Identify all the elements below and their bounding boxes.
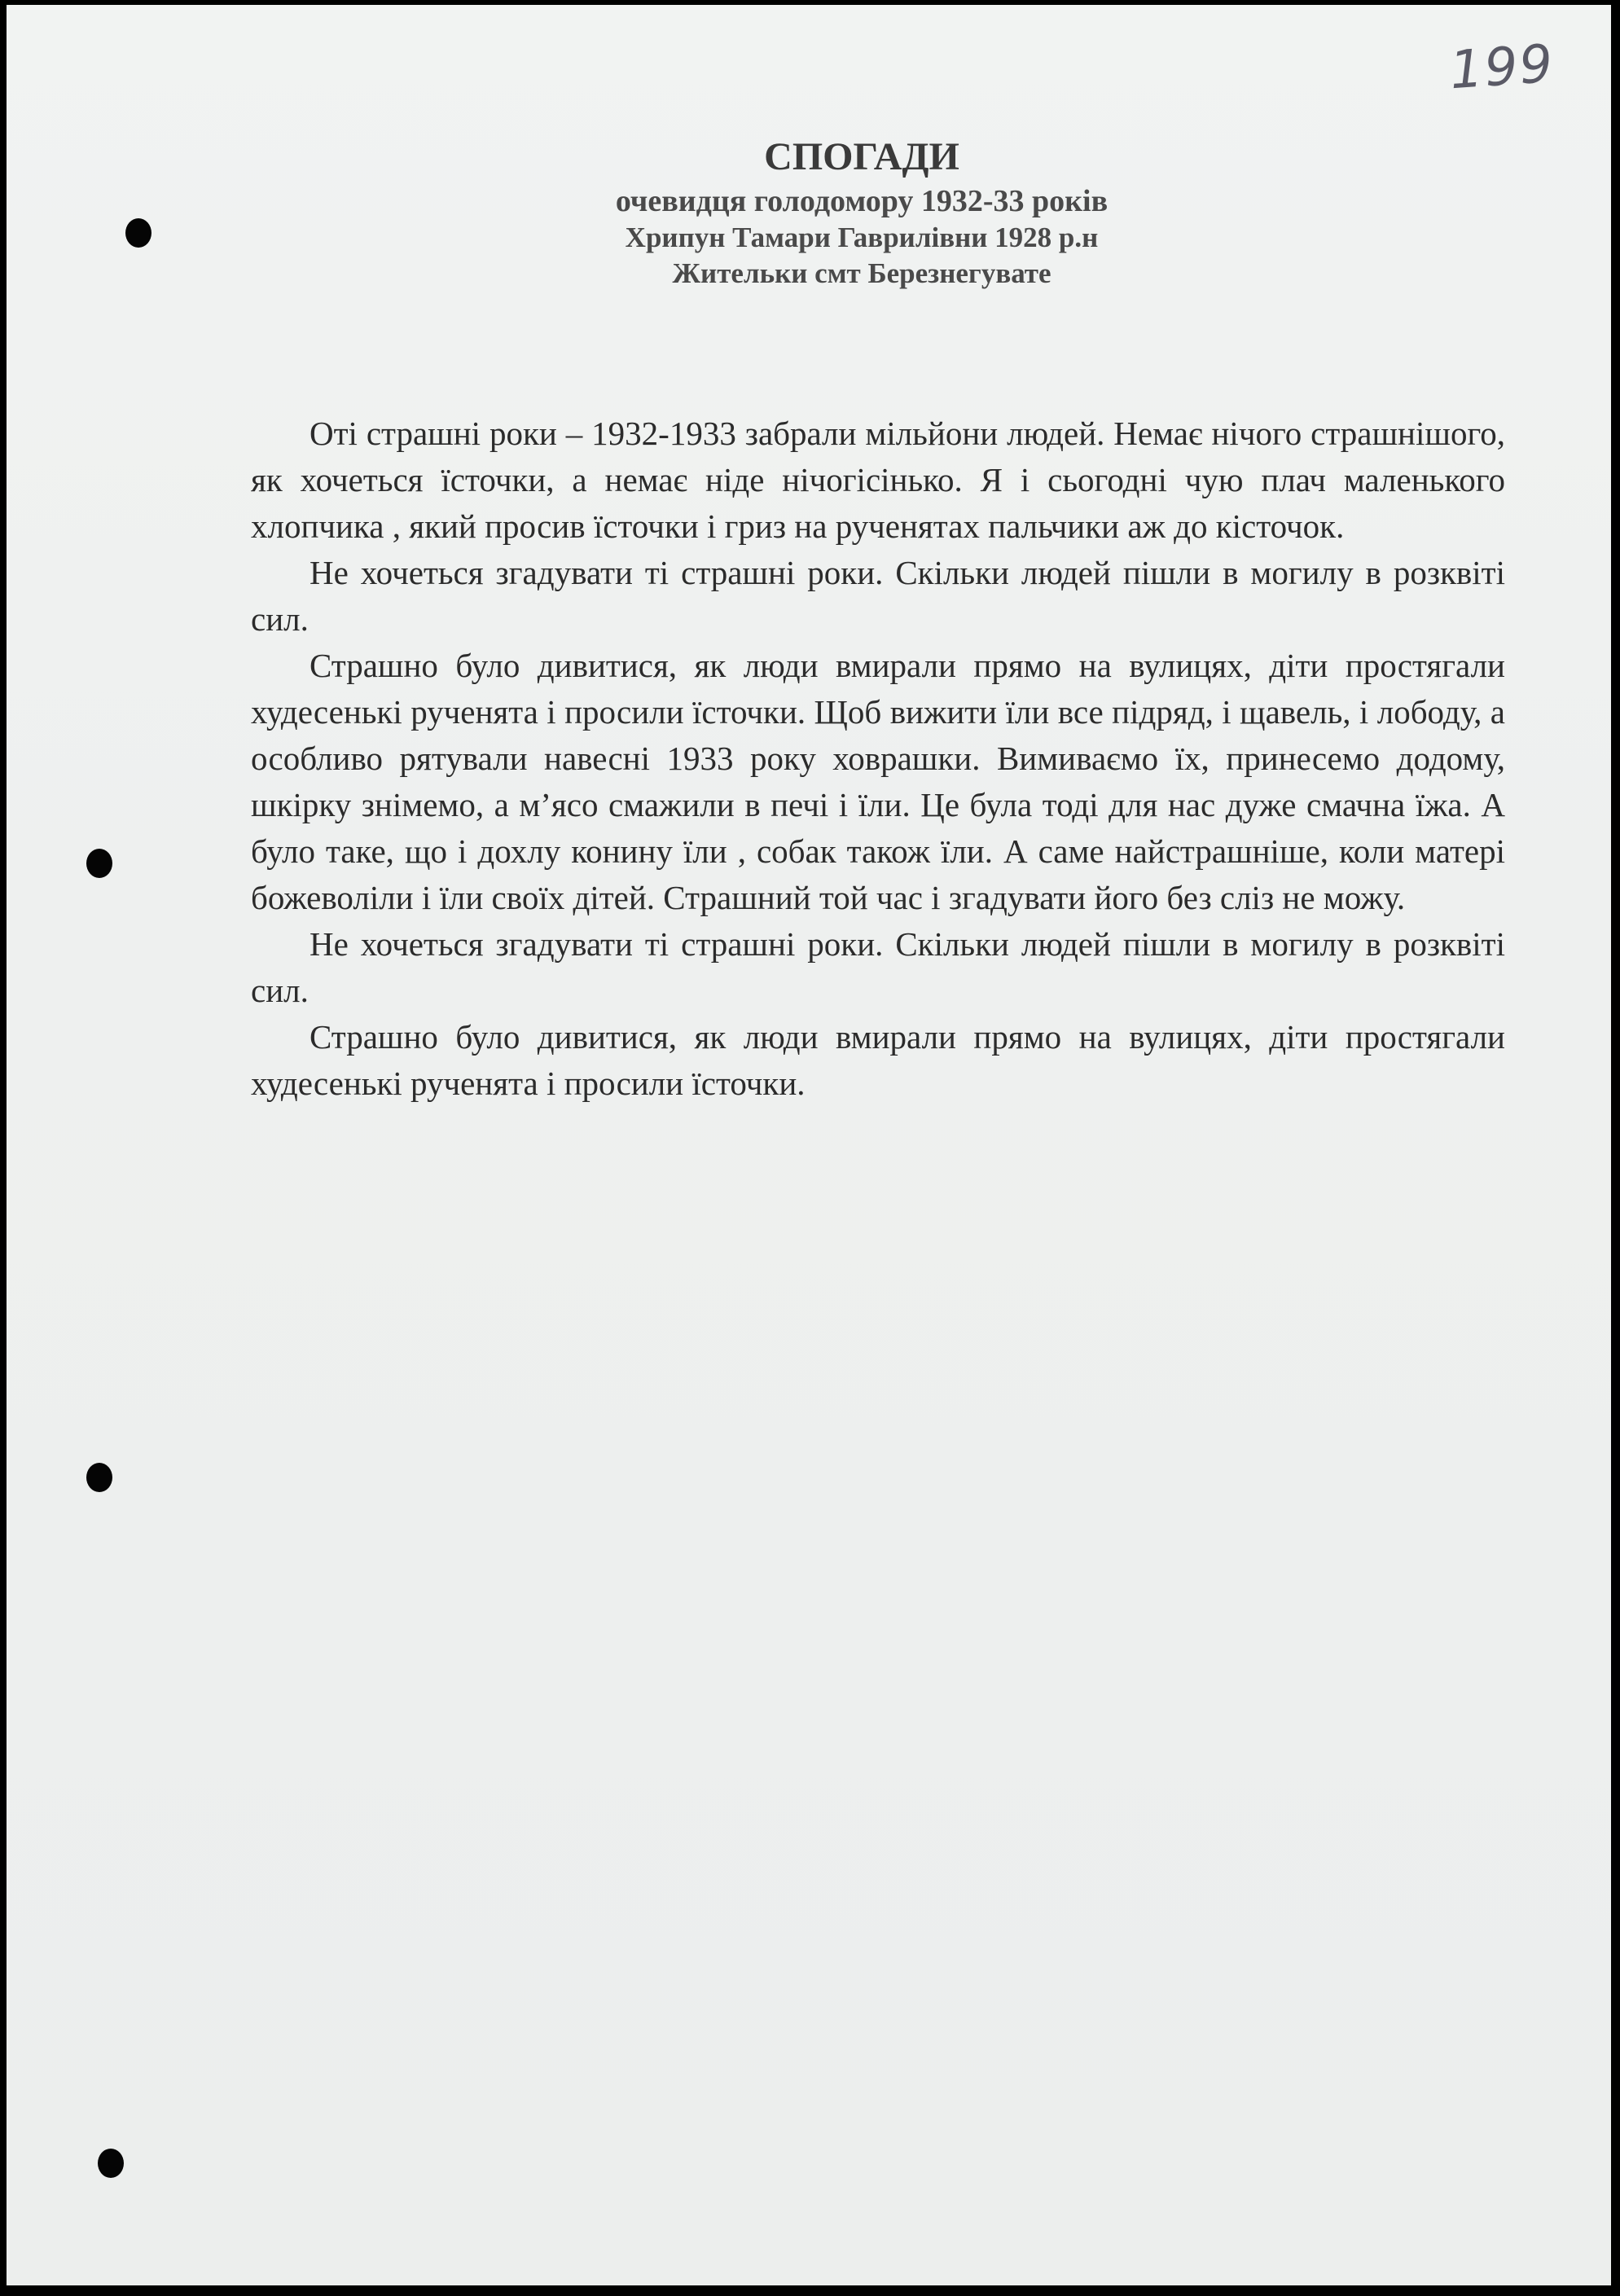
document-header bbox=[7, 132, 1611, 292]
document-title: СПОГАДИ bbox=[764, 135, 959, 178]
document-body bbox=[251, 410, 1505, 1107]
paragraph: Оті страшні роки – 1932-1933 забрали мільйони людей. Немає нічого страшнішого, як хочеться їсточки, а немає ніде нічогісінько. Я і сьогодні чую плач маленького хлопчика , який просив їсточки і гриз на рученятах пальчики аж до кісточок. bbox=[251, 415, 1505, 545]
witness-residence: Жительки смт Березнегувате bbox=[672, 257, 1051, 289]
paragraph: Страшно було дивитися, як люди вмирали прямо на вулицях, діти простягали худесенькі рученята і просили їсточки. Щоб вижити їли все підряд, і щавель, і лободу, а особливо рятували навесні 1933 року ховрашки. Вимиваємо їх, принесемо додому, шкірку знімемо, а м’ясо смажили в печі і їли. Це була тоді для нас дуже смачна їжа. А було таке, що і дохлу конину їли , собак також їли. А саме найстрашніше, коли матері божеволіли і їли своїх дітей. Страшний той час і згадувати його без сліз не можу. bbox=[251, 647, 1505, 916]
punch-hole bbox=[98, 2149, 124, 2178]
paragraph: Страшно було дивитися, як люди вмирали прямо на вулицях, діти простягали худесенькі рученята і просили їсточки. bbox=[251, 1018, 1505, 1102]
paragraph: Не хочеться згадувати ті страшні роки. Скільки людей пішли в могилу в розквіті сил. bbox=[251, 925, 1505, 1009]
punch-hole bbox=[86, 849, 112, 878]
paragraph: Не хочеться згадувати ті страшні роки. Скільки людей пішли в могилу в розквіті сил. bbox=[251, 554, 1505, 638]
document-page bbox=[7, 5, 1611, 2285]
punch-hole bbox=[86, 1463, 112, 1492]
document-subtitle: очевидця голодомору 1932-33 років bbox=[615, 184, 1109, 218]
witness-name: Хрипун Тамари Гаврилівни 1928 р.н bbox=[625, 222, 1099, 253]
archive-page-number: 199 bbox=[1447, 33, 1556, 102]
